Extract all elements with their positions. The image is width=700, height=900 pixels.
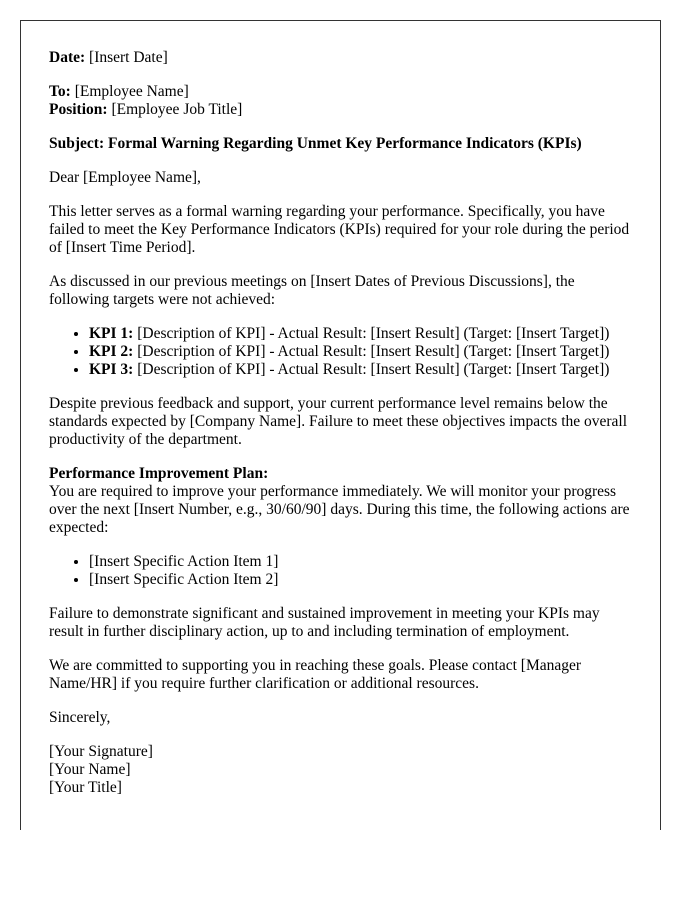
signer-title: [Your Title] (49, 779, 122, 796)
kpi-label: KPI 3: (89, 361, 134, 378)
date-line (49, 49, 632, 67)
kpi-label: KPI 1: (89, 325, 134, 342)
pip-text: You are required to improve your performance immediately. We will monitor your progress over the next [Insert Number, e.g., 30/60/90] days. During this time, the following actions are expected: (49, 483, 630, 536)
position-value: [Employee Job Title] (111, 101, 243, 118)
pip-title: Performance Improvement Plan: (49, 465, 269, 482)
position-line (49, 101, 632, 119)
to-value: [Employee Name] (74, 83, 189, 100)
date-value: [Insert Date] (89, 49, 168, 66)
kpi-text: [Description of KPI] - Actual Result: [Insert Result] (Target: [Insert Target]) (137, 343, 610, 360)
paragraph-intro: This letter serves as a formal warning regarding your performance. Specifically, you have failed to meet the Key Performance Indicators (KPIs) required for your role during the period of [Insert Time Period]. (49, 203, 630, 256)
action-item: • [Insert Specific Action Item 1] (89, 553, 632, 571)
kpi-item (89, 361, 632, 379)
pip-section (49, 465, 632, 537)
position-label: Position: (49, 101, 108, 118)
to-label: To: (49, 83, 71, 100)
kpi-text: [Description of KPI] - Actual Result: [Insert Result] (Target: [Insert Target]) (137, 325, 610, 342)
kpi-list (49, 325, 632, 379)
signature-placeholder: [Your Signature] (49, 743, 153, 760)
subject-text: Subject: Formal Warning Regarding Unmet Key Performance Indicators (KPIs) (49, 135, 582, 152)
paragraph-consequences: Failure to demonstrate significant and sustained improvement in meeting your KPIs may result in further disciplinary action, up to and including termination of employment. (49, 605, 600, 640)
paragraph-support: We are committed to supporting you in reaching these goals. Please contact [Manager Name/HR] if you require further clarification or additional resources. (49, 657, 582, 692)
letter-page (20, 20, 661, 830)
kpi-item (89, 343, 632, 361)
recipient-block (49, 83, 632, 119)
to-line (49, 83, 632, 101)
closing: Sincerely, (49, 709, 111, 726)
paragraph-discussed: As discussed in our previous meetings on [Insert Dates of Previous Discussions], the following targets were not achieved: (49, 273, 575, 308)
kpi-item (89, 325, 632, 343)
kpi-text: [Description of KPI] - Actual Result: [Insert Result] (Target: [Insert Target]) (137, 361, 610, 378)
signer-name: [Your Name] (49, 761, 131, 778)
paragraph-standards: Despite previous feedback and support, your current performance level remains below the standards expected by [Company Name]. Failure to meet these objectives impacts the overall productivity of the department. (49, 395, 628, 448)
salutation: Dear [Employee Name], (49, 169, 201, 186)
date-label: Date: (49, 49, 86, 66)
action-item: • [Insert Specific Action Item 2] (89, 571, 632, 589)
action-list (49, 553, 632, 589)
kpi-label: KPI 2: (89, 343, 134, 360)
subject-line (49, 135, 632, 153)
signature-block (49, 743, 632, 797)
